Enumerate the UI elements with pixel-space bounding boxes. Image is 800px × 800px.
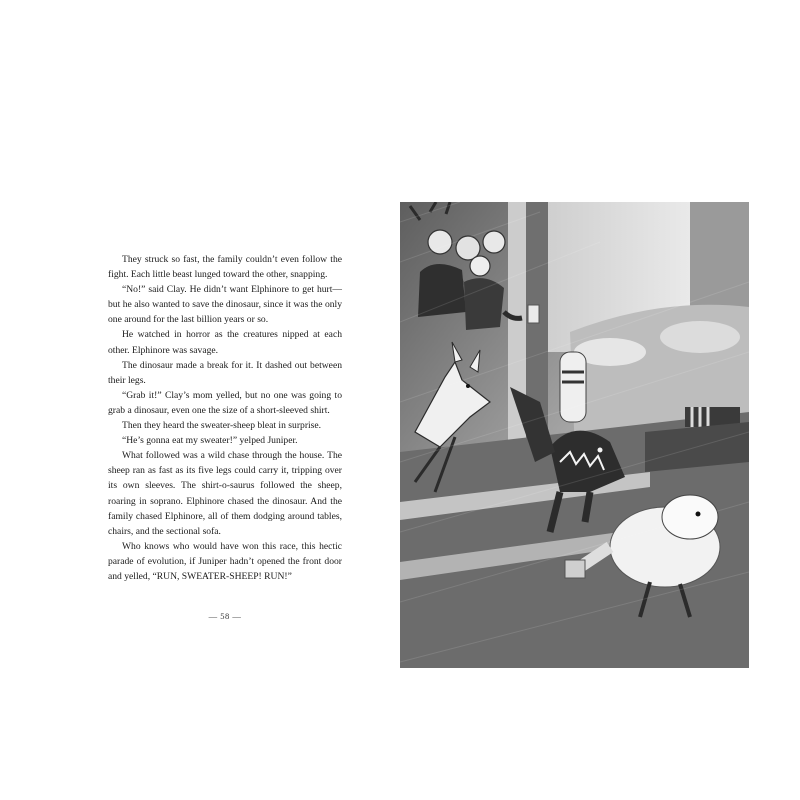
sofa-cushion (660, 321, 740, 353)
text-column (108, 252, 342, 584)
illustration-drawing (400, 202, 749, 668)
paragraph: They struck so fast, the family couldn’t even follow the fight. Each little beast lunged toward the other, snapping. (108, 254, 342, 281)
chase-illustration (400, 202, 749, 668)
paragraph: The dinosaur made a break for it. It dashed out between their legs. (108, 359, 342, 386)
paragraph: “Grab it!” Clay’s mom yelled, but no one was going to grab a dinosaur, even one the size of a short-sleeved shirt. (108, 389, 342, 416)
page-number: — 58 — (208, 611, 242, 621)
paragraph: Who knows who would have won this race, this hectic parade of evolution, if Juniper hadn’t opened the front door and yelled, “RUN, SWEATER-SHEEP! RUN!” (108, 540, 342, 582)
paragraph: “No!” said Clay. He didn’t want Elphinore to get hurt—but he also wanted to save the dinosaur, since it was the only one around for the last billion years or so. (108, 284, 342, 326)
paragraph: “He’s gonna eat my sweater!” yelped Juniper. (122, 435, 298, 447)
paragraph: Then they heard the sweater-sheep bleat in surprise. (122, 420, 322, 432)
light-switch (528, 305, 539, 323)
paragraph: He watched in horror as the creatures nipped at each other. Elphinore was savage. (108, 329, 342, 356)
paragraph: What followed was a wild chase through the house. The sheep ran as fast as its five legs could carry it, tripping over its own sleeves. The shirt-o-saurus followed the sheep, roaring in soprano. Elphinore chased the dinosaur. And the family chased Elphinore, all of them dodging around tables, chairs, and the sectional sofa. (108, 450, 342, 537)
